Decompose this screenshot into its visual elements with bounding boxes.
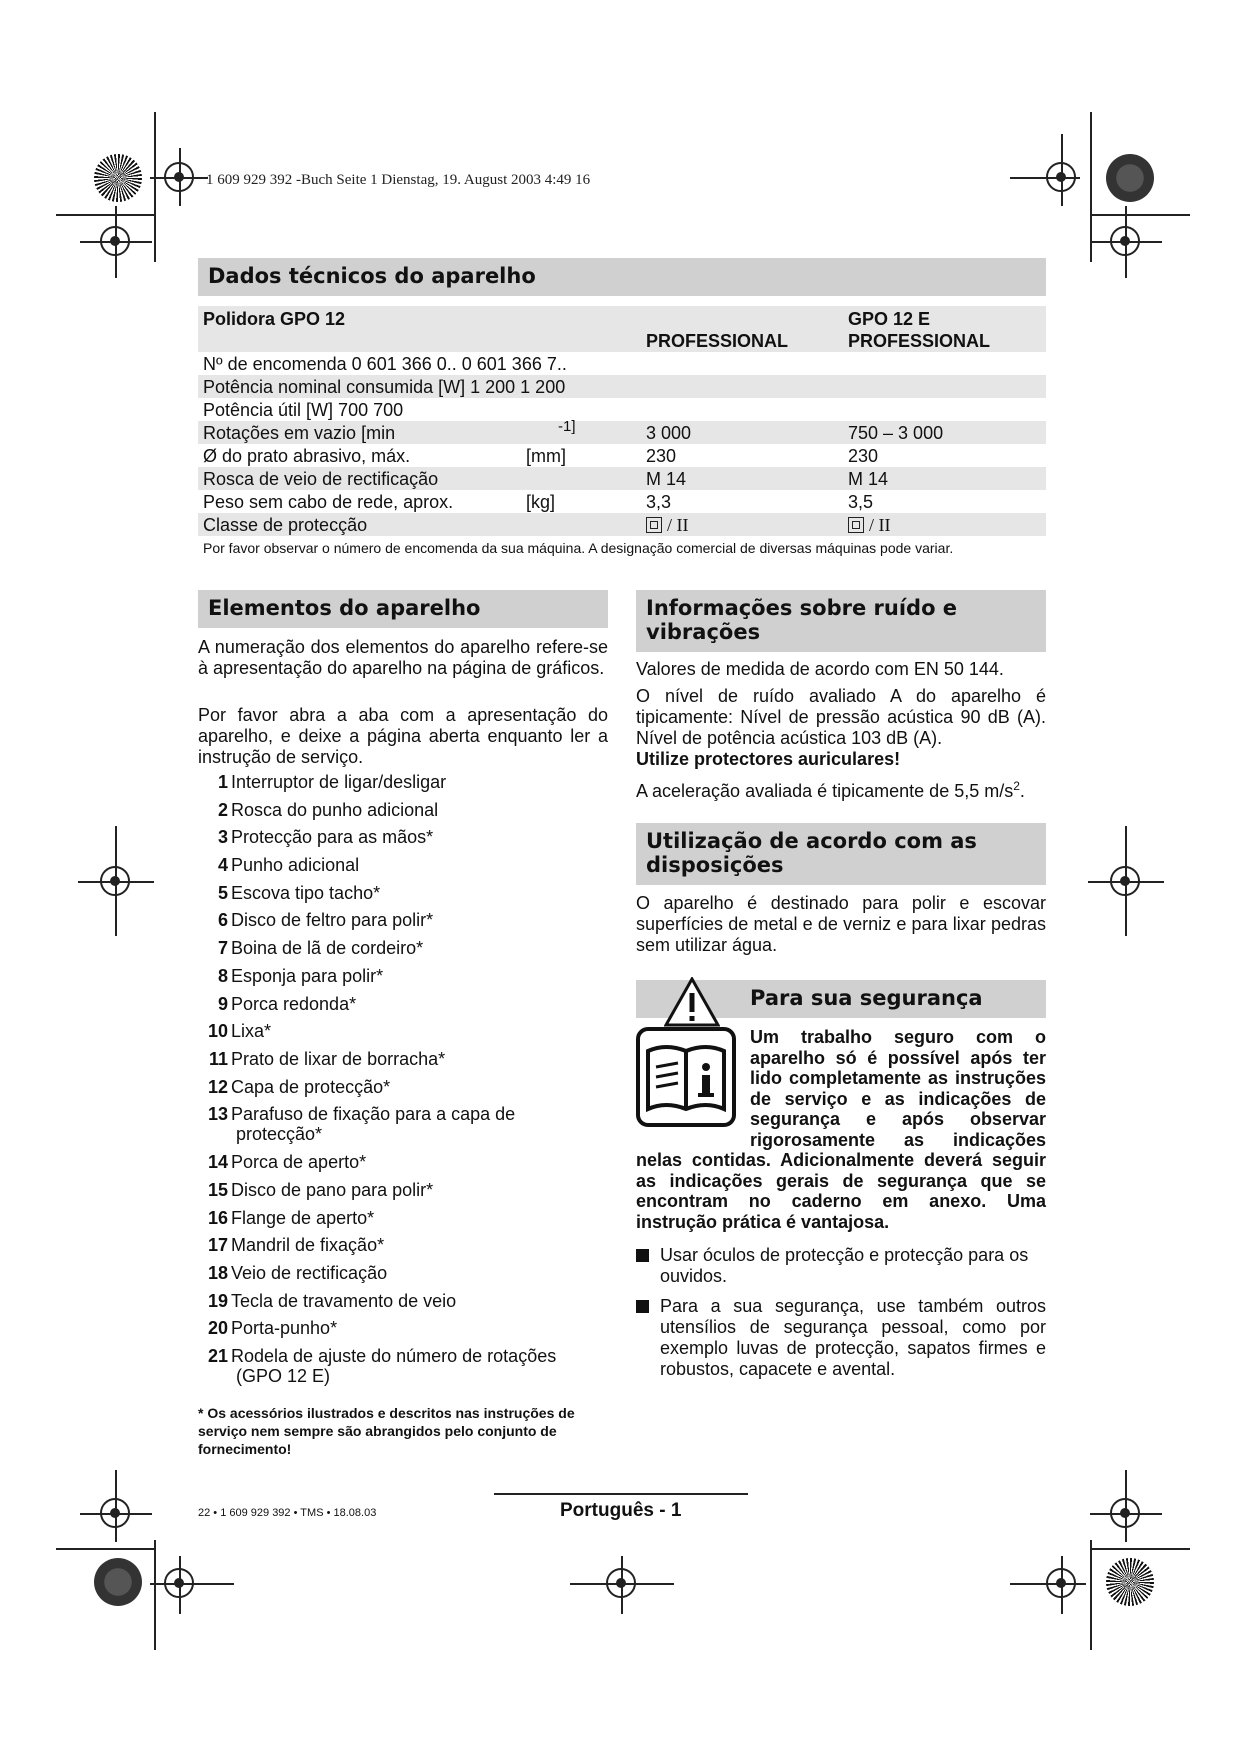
specs-heading: Dados técnicos do aparelho [198, 258, 1046, 296]
col2-header-model: GPO 12 E [848, 309, 931, 329]
list-item: 13 Parafuso de fixação para a capa de protecção* [207, 1104, 516, 1145]
print-info: 1 609 929 392 -Buch Seite 1 Dienstag, 19. August 2003 4:49 16 [206, 172, 591, 188]
elements-list [198, 772, 598, 1394]
elements-heading: Elementos do aparelho [198, 590, 608, 628]
list-item: 18 Veio de rectificação [207, 1263, 388, 1283]
list-item: 19 Tecla de travamento de veio [207, 1290, 457, 1311]
color-wheel-top-right [1106, 154, 1154, 202]
list-item: 4 Punho adicional [217, 855, 360, 876]
row-value-2: 230 [848, 446, 879, 466]
row-value-1: 3 000 [646, 423, 692, 443]
row-label: Potência útil [W] 700 700 [203, 400, 404, 420]
list-item: 1 Interruptor de ligar/desligar [217, 772, 447, 792]
list-item: 21 Rodela de ajuste do número de rotações (GPO 12 E) [207, 1346, 557, 1387]
list-item: 2 Rosca do punho adicional [217, 799, 439, 820]
bullet-icon [636, 1249, 649, 1262]
specs-table [198, 306, 1046, 536]
usage-heading: Utilização de acordo com as disposições [636, 823, 1046, 885]
row-label: Rosca de veio de rectificação [203, 469, 439, 489]
col2-header: PROFESSIONAL [848, 331, 991, 351]
color-wheel-top-left [94, 154, 142, 202]
row-value-1: 3,3 [646, 492, 672, 512]
specs-note: Por favor observar o número de encomenda da sua máquina. A designação comercial de diversas máquinas pode variar. [203, 540, 954, 556]
row-label: Rotações em vazio [min [203, 423, 396, 443]
table-header [198, 306, 1046, 352]
row-value-2: M 14 [848, 469, 889, 489]
usage-text: O aparelho é destinado para polir e escovar superfícies de metal e de verniz e para lixar pedras sem utilizar água. [636, 893, 1046, 955]
safety-intro: Um trabalho seguro com o aparelho só é possível após ter lido completamente as instruções de serviço e as indicações de segurança e após observar rigorosamente as indicações nelas contidas. Adicionalmente deverá seguir as indicações gerais de segurança que se encontram no caderno em anexo. Uma instrução prática é vantajosa. [636, 1027, 1046, 1232]
bullet-icon [636, 1300, 649, 1313]
elements-instruction: Por favor abra a aba com a apresentação do aparelho, e deixe a página aberta enquanto ler a instrução de serviço. [198, 705, 608, 767]
col1-header: PROFESSIONAL [646, 331, 789, 351]
table-row [198, 490, 1046, 513]
table-row [198, 513, 1046, 536]
elements-intro: A numeração dos elementos do aparelho refere-se à apresentação do aparelho na página de gráficos. [198, 637, 608, 678]
list-item: 16 Flange de aperto* [207, 1207, 375, 1228]
list-item: 7 Boina de lã de cordeiro* [217, 938, 424, 959]
color-wheel-bottom-right [1106, 1558, 1154, 1606]
safety-heading: Para sua segurança [636, 980, 1046, 1018]
row-unit: [mm] [526, 446, 566, 466]
row-value-2: 3,5 [848, 492, 874, 512]
row-label: Peso sem cabo de rede, aprox. [203, 492, 454, 512]
table-row [198, 375, 1046, 398]
table-row [198, 398, 1046, 421]
list-item: 20 Porta-punho* [207, 1318, 338, 1339]
list-item: 15 Disco de pano para polir* [207, 1179, 434, 1200]
warning-icon [664, 977, 720, 1027]
table-row [198, 418, 1046, 444]
list-item: Usar óculos de protecção e protecção para os ouvidos. [636, 1245, 1046, 1287]
list-item: 8 Esponja para polir* [217, 965, 384, 986]
color-wheel-bottom-left [94, 1558, 142, 1606]
double-insulation-icon [646, 517, 662, 533]
row-value-1: M 14 [646, 469, 687, 489]
accessories-footnote: * Os acessórios ilustrados e descritos nas instruções de serviço nem sempre são abrangidos pelo conjunto de fornecimento! [198, 1405, 575, 1457]
list-item: 14 Porca de aperto* [207, 1152, 367, 1173]
row-value-1: 230 [646, 446, 677, 466]
noise-heading: Informações sobre ruído e vibrações [636, 590, 1046, 652]
noise-warning: Utilize protectores auriculares! [636, 749, 901, 769]
list-item: 3 Protecção para as mãos* [217, 827, 434, 848]
list-item: 6 Disco de feltro para polir* [217, 910, 434, 931]
list-item: 11 Prato de lixar de borracha* [208, 1048, 446, 1069]
noise-standard: Valores de medida de acordo com EN 50 144. [636, 659, 1004, 679]
row-label: Ø do prato abrasivo, máx. [203, 446, 411, 466]
list-item: 10 Lixa* [207, 1021, 272, 1042]
protection-class-2: / II [848, 515, 891, 536]
table-row [198, 352, 1046, 375]
noise-level: O nível de ruído avaliado A do aparelho é tipicamente: Nível de pressão acústica 90 dB (A). Nível de potência acústica 103 dB (A). [636, 686, 1046, 748]
list-item: 9 Porca redonda* [217, 993, 357, 1014]
product-name: Polidora GPO 12 [203, 309, 346, 329]
row-label: Potência nominal consumida [W] 1 200 1 200 [203, 377, 566, 397]
double-insulation-icon [848, 517, 864, 533]
protection-class-1: / II [646, 515, 689, 536]
table-row [198, 444, 1046, 467]
row-unit: [kg] [526, 492, 556, 512]
vibration-value: A aceleração avaliada é tipicamente de 5,5 $m/s^2$. [636, 779, 1025, 801]
page-number: Português - 1 [560, 1500, 682, 1521]
list-item: 17 Mandril de fixação* [207, 1235, 385, 1256]
row-value-2: 750 – 3 000 [848, 423, 944, 443]
list-item: 12 Capa de protecção* [207, 1076, 391, 1097]
row-label: Classe de protecção [203, 515, 368, 535]
row-unit: -1] [558, 418, 576, 435]
list-item: Para a sua segurança, use também outros utensílios de segurança pessoal, como por exemplo luvas de protecção, sapatos firmes e robustos, capacete e avental. [636, 1296, 1046, 1380]
footer-rule [494, 1493, 748, 1495]
table-row [198, 467, 1046, 490]
row-label: Nº de encomenda 0 601 366 0.. 0 601 366 7.. [203, 354, 567, 374]
list-item: 5 Escova tipo tacho* [217, 882, 381, 903]
footer-code: 22 • 1 609 929 392 • TMS • 18.08.03 [198, 1507, 377, 1519]
